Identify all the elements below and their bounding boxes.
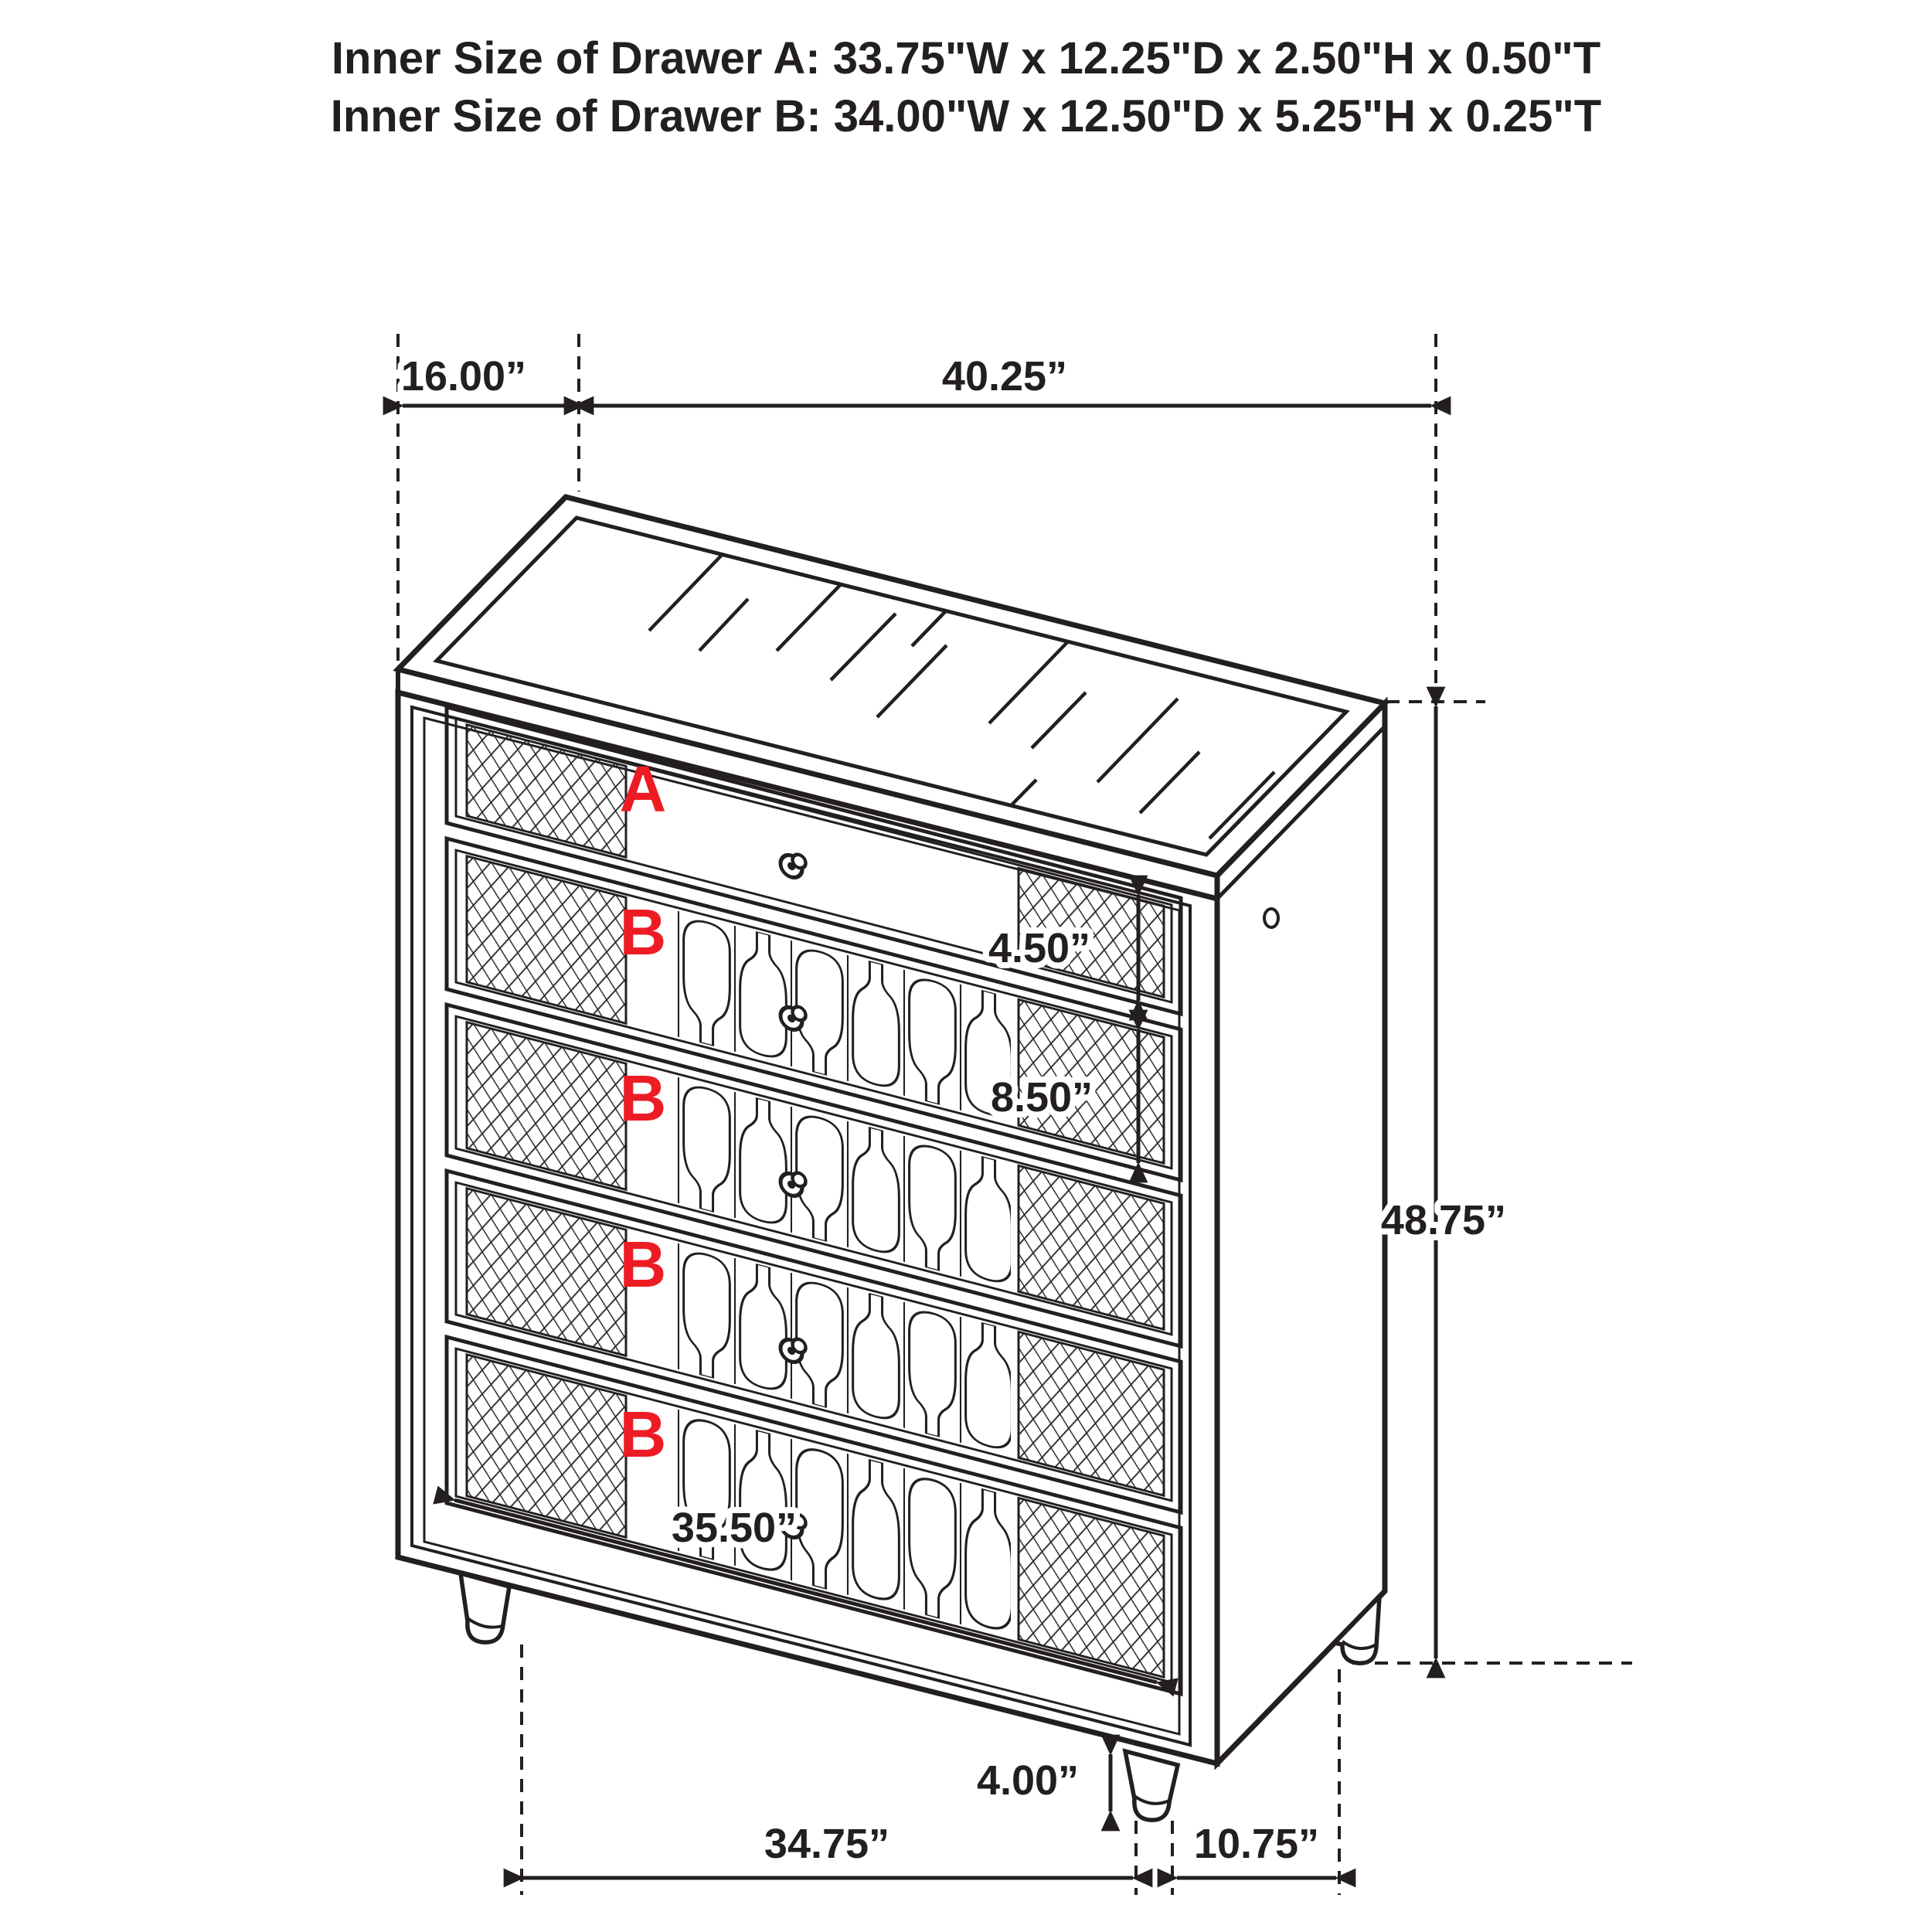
front-left-leg — [461, 1573, 509, 1642]
drawer-b2-label: B — [619, 1062, 667, 1134]
drawer-b1-label: B — [619, 896, 667, 968]
dim-drawer-face-width-label: 35.50” — [671, 1505, 798, 1551]
drawer-a-inner-size-text: Inner Size of Drawer A: 33.75"W x 12.25"D x 2.50"H x 0.50"T — [331, 33, 1601, 83]
dim-overall-height-label: 48.75” — [1380, 1197, 1507, 1243]
dim-bottom-depth-offset-label: 10.75” — [1193, 1821, 1320, 1867]
dim-front-leg-span-label: 34.75” — [764, 1821, 890, 1867]
drawer-b3-label: B — [619, 1228, 667, 1301]
drawer-b-inner-size-text: Inner Size of Drawer B: 34.00"W x 12.50"D x 5.25"H x 0.25"T — [330, 91, 1602, 141]
dim-drawer-b-face-height-label: 8.50” — [990, 1074, 1094, 1121]
drawer-b4-label: B — [619, 1398, 667, 1471]
dim-top-depth-label: 16.00” — [400, 353, 527, 400]
dim-leg-height-label: 4.00” — [976, 1757, 1080, 1804]
dim-drawer-a-face-height-label: 4.50” — [988, 925, 1091, 971]
drawer-a-label: A — [619, 753, 667, 825]
dim-top-width-label: 40.25” — [941, 353, 1068, 400]
